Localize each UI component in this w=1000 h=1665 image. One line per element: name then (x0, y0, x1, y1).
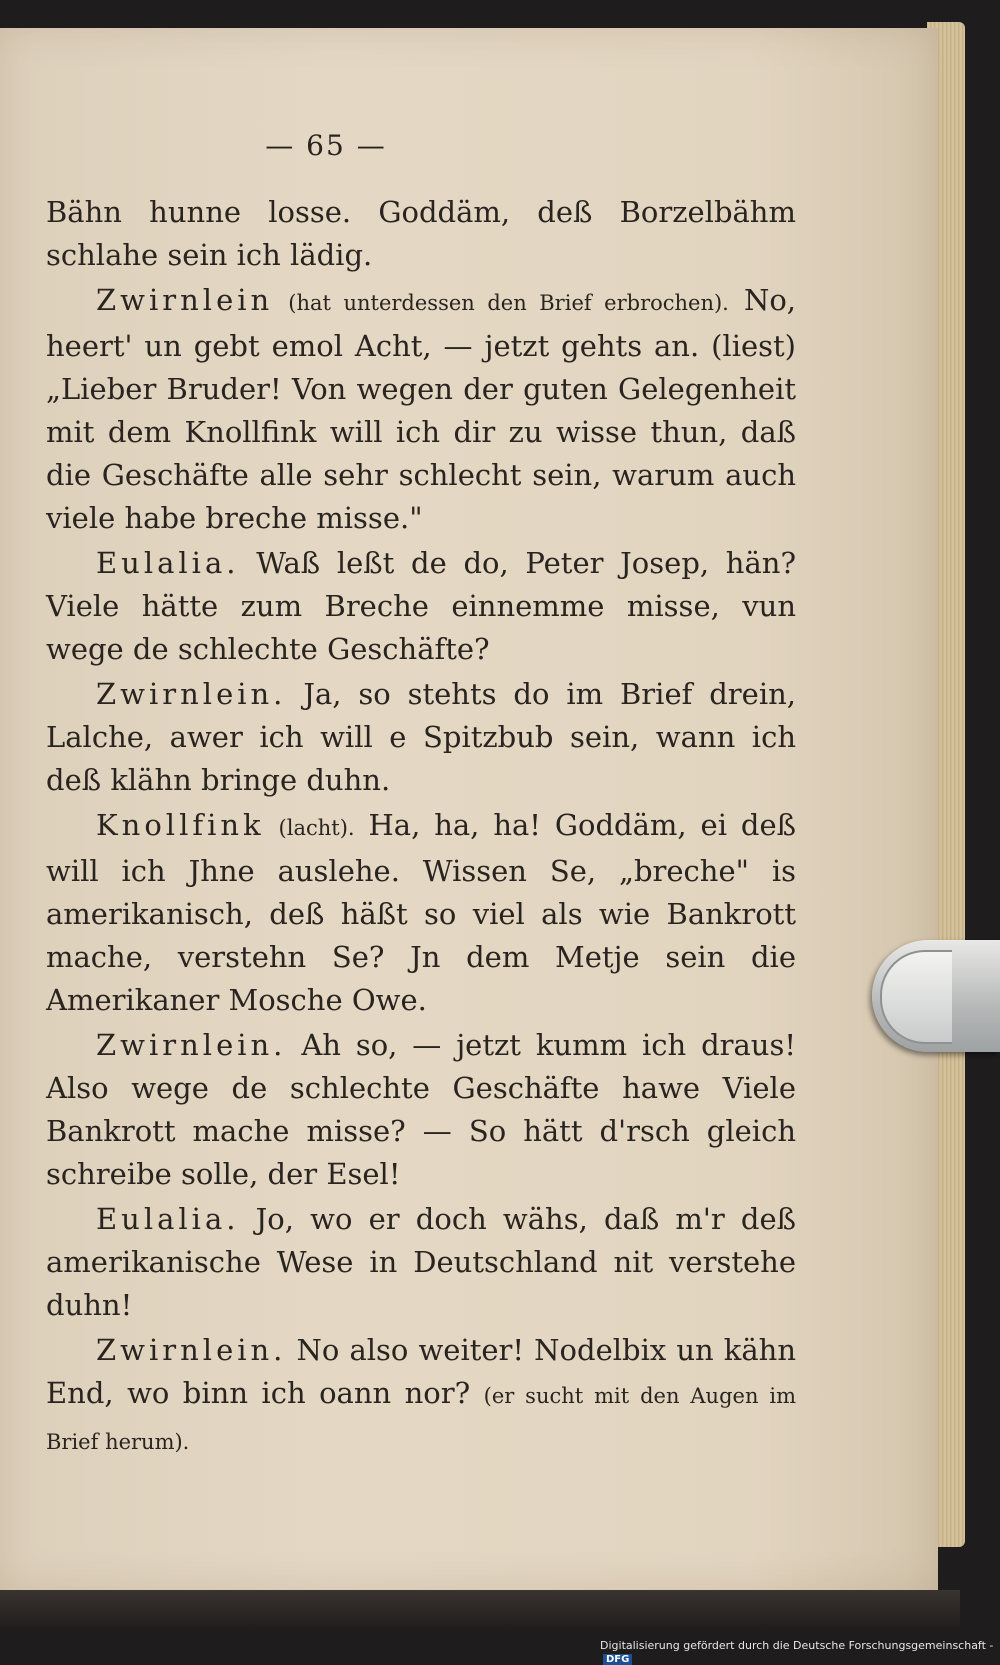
stage-direction: (lacht). (278, 816, 355, 840)
paragraph-list (46, 191, 796, 1464)
speaker-name: Zwirnlein. (96, 1028, 287, 1062)
dialogue-text: Ah so, — jetzt kumm ich draus! Also wege de schlechte Geschäfte hawe Viele Bankrott mache misse? — So hätt d'rsch gleich schreibe solle, der Esel! (46, 1028, 796, 1191)
paragraph (46, 1024, 796, 1196)
paragraph (46, 1198, 796, 1327)
dialogue-text: No, heert' un gebt emol Acht, — jetzt gehts an. (liest) „Lieber Bruder! Von wegen der guten Gelegenheit mit dem Knollfink will ich dir zu wisse thun, daß die Geschäfte alle sehr schlecht sein, warum auch viele habe breche misse." (46, 283, 797, 535)
speaker-name: Zwirnlein (96, 283, 274, 317)
paragraph (46, 673, 796, 802)
paragraph (46, 191, 796, 277)
paragraph (46, 804, 796, 1022)
speaker-name: Eulalia. (96, 546, 240, 580)
bottom-shadow (0, 1590, 960, 1630)
speaker-name: Zwirnlein. (96, 1333, 287, 1367)
footer-credit: Digitalisierung gefördert durch die Deutsche Forschungsgemeinschaft - (600, 1639, 994, 1652)
speaker-name: Knollfink (96, 808, 265, 842)
stage-direction: (er sucht mit den Augen im Brief herum). (46, 1384, 796, 1454)
dialogue-text: Ja, so stehts do im Brief drein, Lalche, awer ich will e Spitzbub sein, wann ich deß klähn bringe duhn. (46, 677, 796, 797)
speaker-name: Eulalia. (96, 1202, 240, 1236)
page-number: — 65 — (265, 129, 387, 162)
dfg-logo: DFG (603, 1654, 632, 1665)
stage-direction: (hat unterdessen den Brief erbrochen). (288, 291, 729, 315)
page-text (46, 124, 796, 1466)
page-clip (872, 940, 1000, 1052)
paragraph (46, 542, 796, 671)
paragraph (46, 279, 796, 540)
book-page (0, 28, 938, 1590)
paragraph (46, 1329, 796, 1464)
digitization-footer (600, 1639, 1000, 1665)
dialogue-text: Waß leßt de do, Peter Josep, hän? Viele hätte zum Breche einnemme misse, vun wege de schlechte Geschäfte? (46, 546, 797, 666)
dialogue-text: No also weiter! Nodelbix un kähn End, wo binn ich oann nor? (46, 1333, 796, 1410)
speaker-name: Zwirnlein. (96, 677, 287, 711)
clip-loop (880, 950, 952, 1044)
dialogue-text: Ha, ha, ha! Goddäm, ei deß will ich Jhne auslehe. Wissen Se, „breche" is amerikanisch, deß häßt so viel als wie Bankrott mache, verstehn Se? Jn dem Metje sein die Amerikaner Mosche Owe. (46, 808, 796, 1017)
dialogue-text: Jo, wo er doch wähs, daß m'r deß amerikanische Wese in Deutschland nit verstehe duhn! (46, 1202, 796, 1322)
dialogue-text: Bähn hunne losse. Goddäm, deß Borzelbähm schlahe sein ich lädig. (46, 195, 796, 272)
